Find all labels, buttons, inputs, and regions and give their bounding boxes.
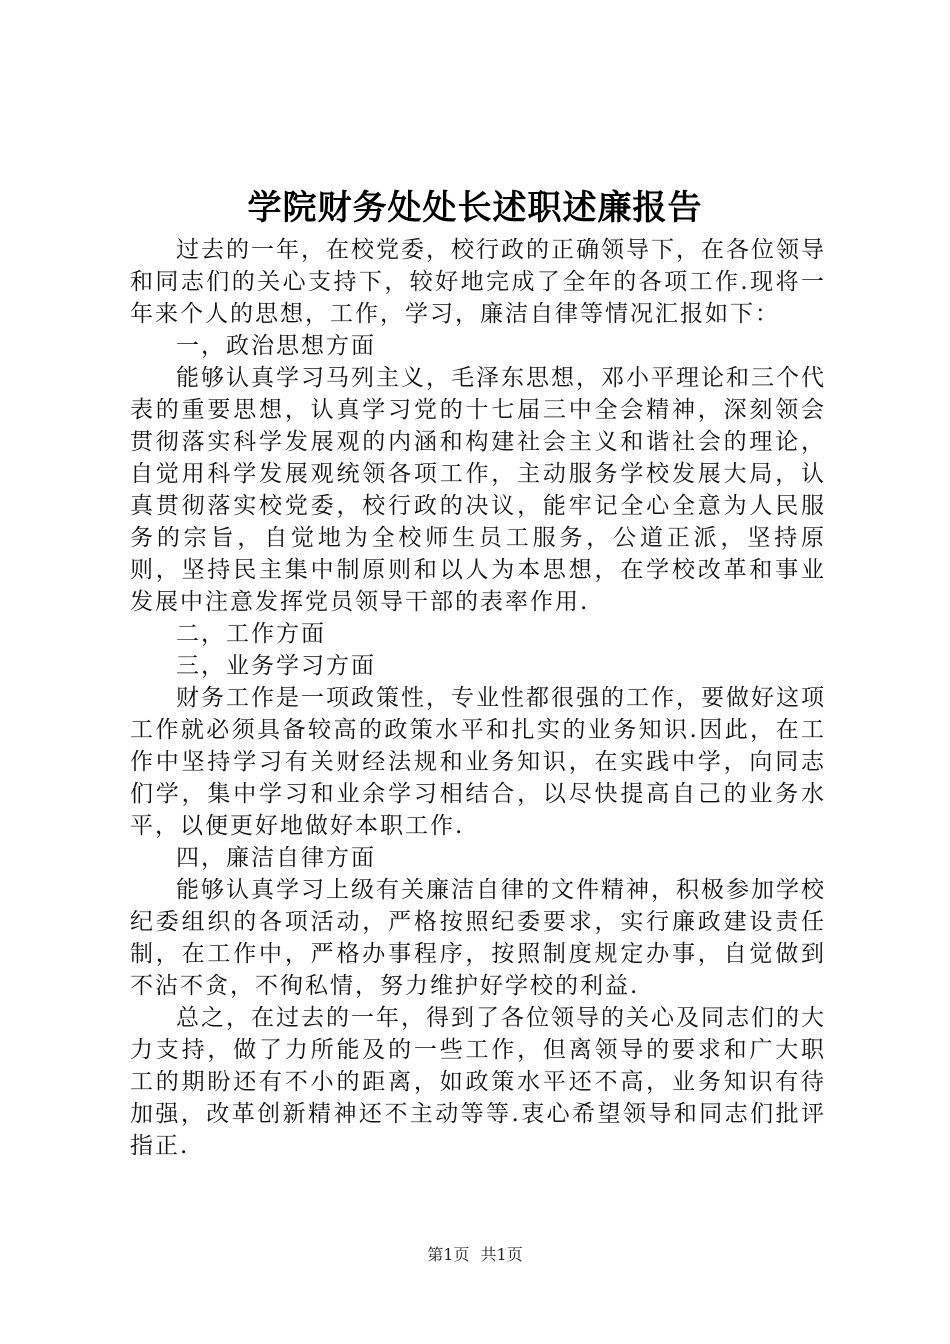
section-heading-work: 二，工作方面 — [176, 621, 326, 647]
page-footer — [0, 1244, 950, 1266]
document-title: 学院财务处处长述职述廉报告 — [247, 188, 703, 228]
paragraph-study: 财务工作是一项政策性，专业性都很强的工作，要做好这项工作就必须具备较高的政策水平和扎实的业务知识.因此，在工作中坚持学习有关财经法规和业务知识，在实践中学，向同志们学，集中学习和业余学习相结合，以尽快提高自己的业务水平，以便更好地做好本职工作. — [130, 685, 826, 839]
section-heading-integrity: 四，廉洁自律方面 — [176, 845, 376, 871]
paragraph-politics: 能够认真学习马列主义，毛泽东思想，邓小平理论和三个代表的重要思想，认真学习党的十七届三中全会精神，深刻领会贯彻落实科学发展观的内涵和构建社会主义和谐社会的理论，自觉用科学发展观统领各项工作，主动服务学校发展大局，认真贯彻落实校党委，校行政的决议，能牢记全心全意为人民服务的宗旨，自觉地为全校师生员工服务，公道正派，坚持原则，坚持民主集中制原则和以人为本思想，在学校改革和事业发展中注意发挥党员领导干部的表率作用. — [130, 365, 826, 615]
section-heading-politics: 一，政治思想方面 — [176, 333, 376, 359]
page-number: 第1页 — [427, 1245, 470, 1264]
paragraph-conclusion: 总之，在过去的一年，得到了各位领导的关心及同志们的大力支持，做了力所能及的一些工作，但离领导的要求和广大职工的期盼还有不小的距离，如政策水平还不高，业务知识有待加强，改革创新精神还不主动等等.衷心希望领导和同志们批评指正. — [130, 1005, 826, 1159]
section-heading-study: 三，业务学习方面 — [176, 653, 376, 679]
page-total: 共1页 — [480, 1245, 523, 1264]
paragraph-integrity: 能够认真学习上级有关廉洁自律的文件精神，积极参加学校纪委组织的各项活动，严格按照纪委要求，实行廉政建设责任制，在工作中，严格办事程序，按照制度规定办事，自觉做到不沾不贪，不徇私情，努力维护好学校的利益. — [130, 877, 826, 999]
document-body — [130, 234, 826, 1162]
paragraph-intro: 过去的一年，在校党委，校行政的正确领导下，在各位领导和同志们的关心支持下，较好地完成了全年的各项工作.现将一年来个人的思想，工作，学习，廉洁自律等情况汇报如下： — [130, 237, 826, 327]
